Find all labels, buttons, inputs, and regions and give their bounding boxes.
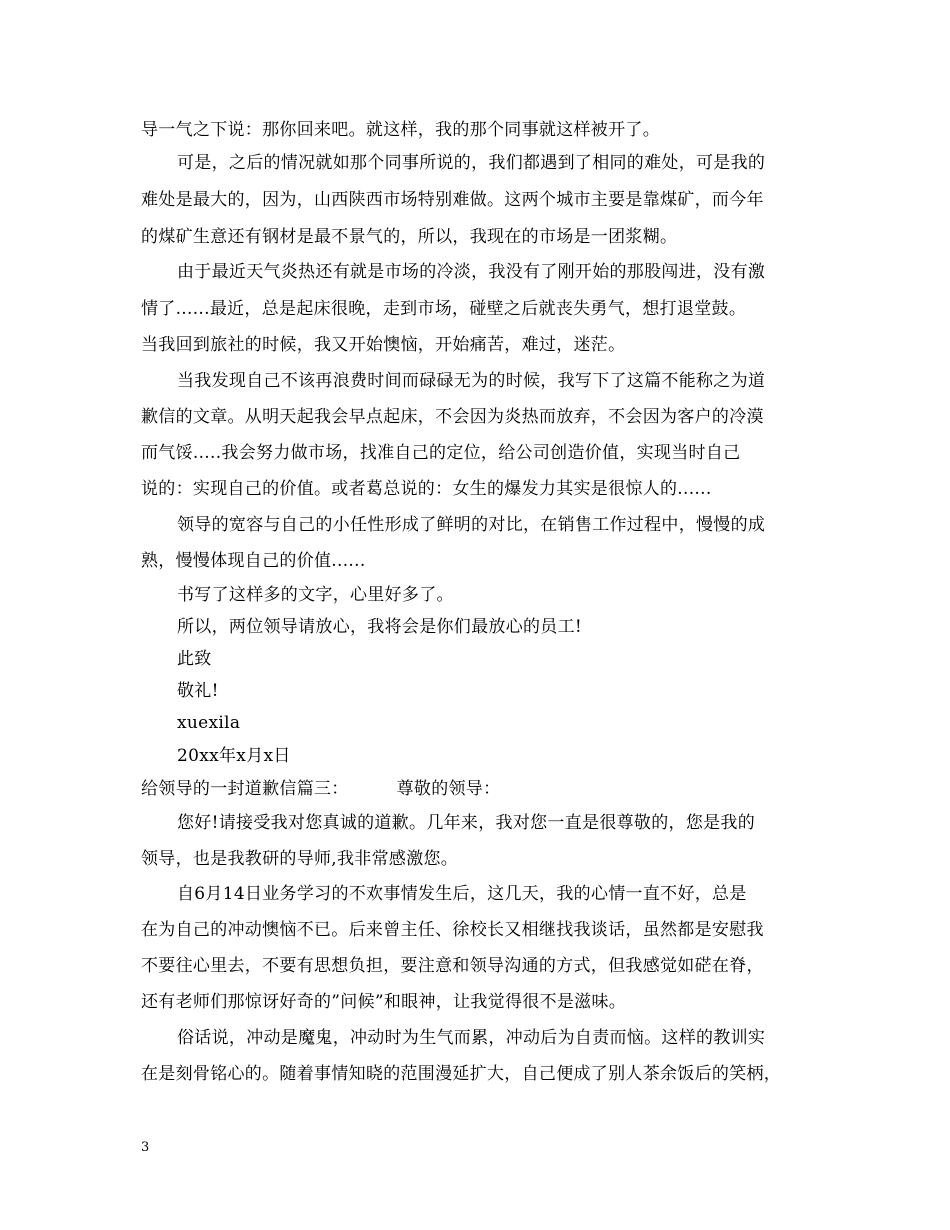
paragraph-line: 不要往心里去，不要有思想负担，要注意和领导沟通的方式，但我感觉如硭在脊， (141, 956, 764, 976)
paragraph-line: 的煤矿生意还有钢材是最不景气的，所以，我现在的市场是一团浆糊。 (141, 227, 678, 247)
section-heading (141, 779, 500, 799)
paragraph-line: 情了......最近，总是起床很晚，走到市场，碰壁之后就丧失勇气，想打退堂鼓。 (141, 299, 747, 319)
paragraph-line: 可是，之后的情况就如那个同事所说的，我们都遇到了相同的难处，可是我的 (177, 153, 766, 173)
paragraph-line: 您好!请接受我对您真诚的道歉。几年来，我对您一直是很尊敬的，您是我的 (177, 813, 756, 833)
paragraph-line: 俗话说，冲动是魔鬼，冲动时为生气而累，冲动后为自责而恼。这样的教训实 (177, 1028, 766, 1048)
paragraph-line: 还有老师们那惊讶好奇的”问候”和眼神，让我觉得很不是滋味。 (141, 992, 627, 1012)
closing-phrase: 此致 (177, 649, 212, 669)
date-line: 20xx年x月x日 (177, 746, 291, 766)
paragraph-line: 歉信的文章。从明天起我会早点起床，不会因为炎热而放弃，不会因为客户的冷漠 (141, 407, 764, 427)
paragraph-line: 在为自己的冲动懊恼不已。后来曾主任、徐校长又相继找我谈话，虽然都是安慰我 (141, 920, 764, 940)
section-title: 给领导的一封道歉信篇三： (141, 779, 349, 799)
paragraph-line: 而气馁.....我会努力做市场，找准自己的定位，给公司创造价值，实现当时自己 (141, 443, 741, 463)
paragraph-line: 当我发现自己不该再浪费时间而碌碌无为的时候，我写下了这篇不能称之为道 (177, 371, 766, 391)
paragraph-line: 在是刻骨铭心的。随着事情知晓的范围漫延扩大，自己便成了别人茶余饭后的笑柄， (141, 1064, 782, 1084)
signature: xuexila (177, 713, 241, 733)
paragraph-line: 书写了这样多的文字，心里好多了。 (177, 585, 454, 605)
page-number: 3 (141, 1140, 150, 1155)
paragraph-line: 导一气之下说：那你回来吧。就这样，我的那个同事就这样被开了。 (141, 120, 660, 140)
paragraph-line: 领导的宽容与自己的小任性形成了鲜明的对比，在销售工作过程中，慢慢的成 (177, 515, 766, 535)
paragraph-line: 难处是最大的，因为，山西陕西市场特别难做。这两个城市主要是靠煤矿，而今年 (141, 190, 764, 210)
paragraph-line: 自6月14日业务学习的不欢事情发生后，这几天，我的心情一直不好，总是 (177, 884, 747, 904)
paragraph-line: 当我回到旅社的时候，我又开始懊恼，开始痛苦，难过，迷茫。 (141, 335, 626, 355)
paragraph-line: 所以，两位领导请放心，我将会是你们最放心的员工! (177, 617, 583, 637)
salutation: 尊敬的领导： (396, 779, 501, 799)
paragraph-line: 领导，也是我教研的导师,我非常感激您。 (141, 849, 459, 869)
paragraph-line: 熟，慢慢体现自己的价值...... (141, 551, 366, 571)
closing-salute: 敬礼! (177, 681, 219, 701)
paragraph-line: 说的：实现自己的价值。或者葛总说的：女生的爆发力其实是很惊人的...... (141, 479, 712, 499)
paragraph-line: 由于最近天气炎热还有就是市场的冷淡，我没有了刚开始的那股闯进，没有激 (177, 262, 766, 282)
